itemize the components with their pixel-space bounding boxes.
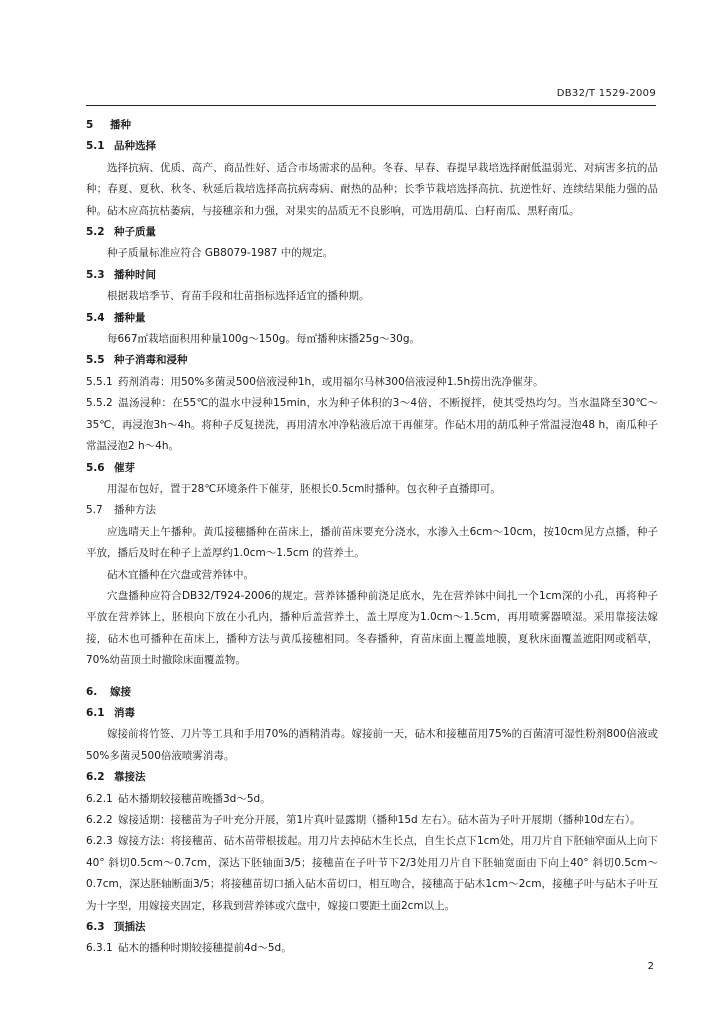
subsection-title: 播种方法 [114,504,156,517]
subsection-heading [86,136,658,157]
paragraph: 每667㎡栽培面积用种量100g～150g。每㎡播种床播25g～30g。 [107,333,421,346]
subsection-title: 消毒 [114,706,135,719]
numbered-clause [86,938,658,959]
subsection-title: 播种时间 [114,268,156,281]
numbered-clause [86,810,658,831]
subsection-heading [86,265,658,286]
section-title: 嫁接 [110,685,131,698]
clause-text: 砧木播期较接穗苗晚播3d～5d。 [118,792,271,805]
section-heading [86,682,658,703]
subsection-number: 5.1 [86,140,105,153]
subsection-heading [86,500,658,521]
section-number: 6. [86,685,98,698]
subsection-title: 靠接法 [114,771,146,784]
paragraph: 选择抗病、优质、高产、商品性好、适合市场需求的品种。冬春、早春、春提早栽培选择耐低温弱光、对病害多抗的品种；春夏、夏秋、秋冬、秋延后栽培选择高抗病毒病、耐热的品种；长季节栽培选择高抗、抗逆性好、连续结果能力强的品种。砧木应高抗枯萎病，与接穗亲和力强，对果实的品质无不良影响，可选用葫瓜、白籽南瓜、黑籽南瓜。 [86,161,658,217]
standard-code: DB32/T 1529-2009 [556,88,656,99]
subsection-heading [86,350,658,371]
numbered-clause [86,789,658,810]
subsection-title: 种子消毒和浸种 [114,354,188,367]
clause-text: 嫁接适期：接穗苗为子叶充分开展，第1片真叶显露期（播种15d 左右）。砧木苗为子叶开展期（播种10d左右）。 [118,814,641,826]
subsection-heading [86,703,658,724]
page-number: 2 [647,961,654,972]
subsection-number: 6.2 [86,771,105,784]
header-rule [86,105,656,106]
paragraph: 根据栽培季节、育苗手段和壮苗指标选择适宜的播种期。 [107,290,370,303]
document-body [86,112,658,960]
numbered-clause [86,831,658,917]
clause-text: 嫁接方法：将接穗苗、砧木苗带根拔起。用刀片去掉砧木生长点，自生长点下1cm处，用刀片自下胚轴窄面从上向下40° 斜切0.5cm～0.7cm，深达下胚轴面3/5；接穗苗在子叶节下2/3处用刀片自下胚轴宽面由下向上40° 斜切0.5cm～0.7cm，深达胚轴断面3/5；将接穗苗切口插入砧木苗切口，相互吻合，接穗高于砧木1cm～2cm，接穗子叶与砧木子叶互为十字型，用嫁接夹固定，移栽到营养钵或穴盘中，嫁接口要距土面2cm以上。 [86,835,658,912]
clause-number: 6.2.1 [86,792,113,805]
paragraph: 用湿布包好，置于28℃环境条件下催芽，胚根长0.5cm时播种。包衣种子直播即可。 [107,482,501,495]
subsection-number: 6.3 [86,921,105,934]
paragraph: 种子质量标准应符合 GB8079-1987 中的规定。 [107,247,334,260]
clause-number: 6.2.3 [86,835,113,848]
section-heading [86,115,658,136]
subsection-number: 5.4 [86,311,105,324]
paragraph: 砧木宜播种在穴盘或营养钵中。 [107,568,254,581]
subsection-heading [86,308,658,329]
subsection-title: 种子质量 [114,226,156,239]
subsection-number: 6.1 [86,706,105,719]
subsection-number: 5.3 [86,268,105,281]
subsection-title: 顶插法 [114,921,146,934]
paragraph: 嫁接前将竹签、刀片等工具和手用70%的酒精消毒。嫁接前一天，砧木和接穗苗用75%的百菌清可湿性粉剂800倍液或50%多菌灵500倍液喷雾消毒。 [86,728,658,762]
clause-text: 砧木的播种时期较接穗提前4d～5d。 [118,942,292,955]
clause-text: 药剂消毒：用50%多菌灵500倍液浸种1h，或用福尔马林300倍液浸种1.5h捞出洗净催芽。 [118,375,544,388]
subsection-number: 5.2 [86,226,105,239]
clause-number: 6.2.2 [86,814,113,826]
subsection-number: 5.7 [86,504,103,517]
subsection-heading [86,767,658,788]
numbered-clause [86,393,658,457]
clause-number: 5.5.2 [86,397,113,410]
subsection-number: 5.5 [86,354,105,367]
subsection-heading [86,458,658,479]
section-title: 播种 [110,119,131,131]
subsection-title: 品种选择 [114,140,156,153]
subsection-number: 5.6 [86,461,105,474]
clause-number: 5.5.1 [86,375,113,388]
subsection-title: 催芽 [114,461,135,474]
subsection-title: 播种量 [114,311,146,324]
subsection-heading [86,222,658,243]
clause-number: 6.3.1 [86,942,113,955]
numbered-clause [86,372,658,393]
section-number: 5 [86,119,94,131]
clause-text: 温汤浸种：在55℃的温水中浸种15min，水为种子体积的3～4倍，不断搅拌，使其受热均匀。当水温降至30℃～35℃，再浸泡3h～4h。将种子反复搓洗，再用清水冲净粘液后凉干再催芽。作砧木用的葫瓜种子常温浸泡48 h，南瓜种子常温浸泡2 h～4h。 [86,397,658,453]
subsection-heading [86,917,658,938]
paragraph: 应选晴天上午播种。黄瓜接穗播种在苗床上，播前苗床要充分浇水，水渗入土6cm～10cm，按10cm见方点播，种子平放，播后及时在种子上盖厚约1.0cm～1.5cm 的营养土。 [86,525,658,560]
paragraph: 穴盘播种应符合DB32/T924-2006的规定。营养钵播种前浇足底水，先在营养钵中间扎一个1cm深的小孔，再将种子平放在营养钵上，胚根向下放在小孔内，播种后盖营养土，盖土厚度为1.0cm～1.5cm，再用喷雾器喷湿。采用靠接法嫁接，砧木也可播种在苗床上，播种方法与黄瓜接穗相同。冬春播种，育苗床面上覆盖地膜，夏秋床面覆盖遮阳网或稻草，70%幼苗顶土时撤除床面覆盖物。 [86,589,658,667]
